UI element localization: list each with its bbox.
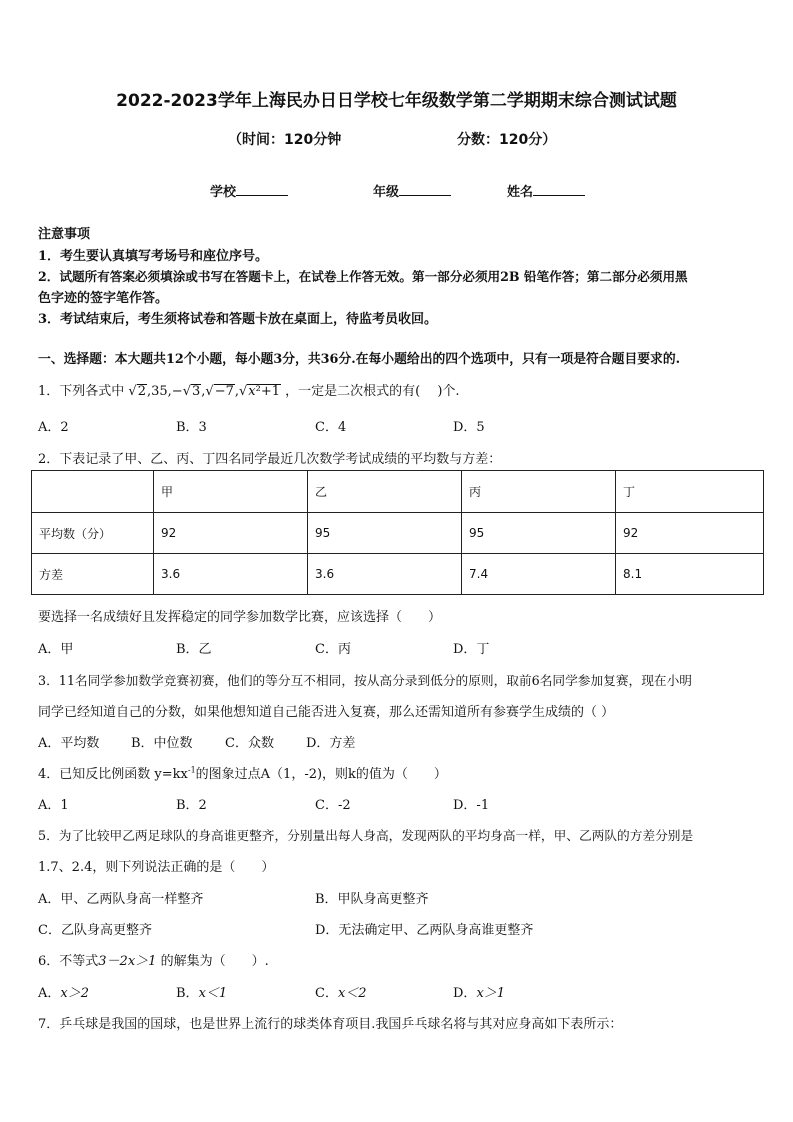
- q2-option-d[interactable]: D．丁: [453, 642, 490, 657]
- q2-option-c[interactable]: C．丙: [315, 642, 351, 657]
- q3-option-b[interactable]: B．中位数: [131, 736, 193, 751]
- q2-option-a[interactable]: A．甲: [38, 642, 74, 657]
- q6-option-c[interactable]: [315, 982, 367, 1001]
- q6-option-b-label: B．: [176, 986, 199, 1001]
- q4-option-c[interactable]: C．-2: [315, 798, 351, 813]
- question-1: [38, 380, 460, 399]
- table-row: [32, 513, 764, 554]
- exam-time: （时间：120分钟: [228, 132, 342, 148]
- table-cell: 95: [462, 513, 616, 554]
- q4-option-b[interactable]: B．2: [176, 798, 207, 813]
- name-blank[interactable]: [533, 183, 585, 196]
- q4-superscript: -1: [187, 765, 196, 775]
- q5-option-a[interactable]: A．甲、乙两队身高一样整齐: [38, 892, 204, 907]
- question-3-cont: 同学已经知道自己的分数，如果他想知道自己能否进入复赛，那么还需知道所有参赛学生成绩的（ ）: [38, 705, 615, 720]
- q6-option-b-expr: x＜1: [198, 986, 228, 1001]
- q6-inequality: 3－2x＞1: [98, 954, 157, 969]
- table-cell: 7.4: [462, 554, 616, 595]
- name-label: 姓名: [507, 185, 534, 200]
- q4-rest: 的图象过点A（1，-2)，则k的值为（ ）: [195, 767, 447, 782]
- score-table: [31, 470, 764, 595]
- q6-option-a[interactable]: [38, 982, 89, 1001]
- grade-label: 年级: [373, 185, 400, 200]
- table-cell: 3.6: [154, 554, 308, 595]
- q2-option-b[interactable]: B．乙: [176, 642, 212, 657]
- table-cell: 92: [154, 513, 308, 554]
- grade-field: [373, 181, 451, 200]
- notice-item-1: 1．考生要认真填写考场号和座位序号。: [38, 249, 269, 264]
- school-label: 学校: [210, 185, 237, 200]
- table-cell: 95: [308, 513, 462, 554]
- q6-option-d-expr: x＞1: [476, 986, 506, 1001]
- q6-option-a-label: A．: [38, 986, 61, 1001]
- q6-option-d-label: D．: [453, 986, 477, 1001]
- q6-rest: 的解集为（ ）.: [156, 954, 269, 969]
- q3-option-d[interactable]: D．方差: [306, 736, 356, 751]
- q1-expression: √2,35,−√3,√−7,√x²+1: [128, 384, 280, 399]
- table-row: [32, 554, 764, 595]
- q3-option-a[interactable]: A．平均数: [38, 736, 100, 751]
- q6-option-c-label: C．: [315, 986, 338, 1001]
- question-3: 3．11名同学参加数学竞赛初赛，他们的等分互不相同，按从高分录到低分的原则，取前6名同学参加复赛，现在小明: [38, 673, 692, 688]
- question-5-cont: 1.7、2.4，则下列说法正确的是（ ）: [38, 860, 275, 875]
- name-field: [507, 181, 585, 200]
- notice-item-3: 3．考试结束后，考生须将试卷和答题卡放在桌面上，待监考员收回。: [38, 312, 438, 327]
- q1-suffix: ，一定是二次根式的有( )个.: [285, 384, 460, 399]
- q6-option-c-expr: x＜2: [337, 986, 367, 1001]
- q6-option-b[interactable]: [176, 982, 227, 1001]
- question-4: [38, 763, 447, 782]
- q2-question: 要选择一名成绩好且发挥稳定的同学参加数学比赛，应该选择（ ）: [38, 610, 442, 625]
- page-title: 2022-2023学年上海民办日日学校七年级数学第二学期期末综合测试试题: [116, 91, 677, 111]
- school-blank[interactable]: [236, 183, 288, 196]
- q6-option-a-expr: x＞2: [60, 986, 89, 1001]
- q6-option-d[interactable]: [453, 982, 505, 1001]
- table-cell: 平均数（分）: [32, 513, 154, 554]
- q4-option-a[interactable]: A．1: [38, 798, 69, 813]
- q1-option-d[interactable]: D．5: [453, 420, 485, 435]
- q5-option-b[interactable]: B．甲队身高更整齐: [315, 892, 429, 907]
- table-cell: 92: [616, 513, 764, 554]
- grade-blank[interactable]: [399, 183, 451, 196]
- notice-heading: 注意事项: [38, 227, 91, 242]
- q1-option-b[interactable]: B．3: [176, 420, 207, 435]
- table-cell: 3.6: [308, 554, 462, 595]
- table-cell: 方差: [32, 554, 154, 595]
- question-7: 7．乒乓球是我国的国球，也是世界上流行的球类体育项目.我国乒乓球名将与其对应身高如下表所示：: [38, 1017, 623, 1032]
- q6-stem: 6．不等式: [38, 954, 99, 969]
- q3-option-c[interactable]: C．众数: [225, 736, 274, 751]
- question-5: 5．为了比较甲乙两足球队的身高谁更整齐，分别量出每人身高，发现两队的平均身高一样，甲、乙两队的方差分别是: [38, 828, 694, 843]
- table-cell: 8.1: [616, 554, 764, 595]
- q5-option-c[interactable]: C．乙队身高更整齐: [38, 923, 152, 938]
- table-header: 乙: [308, 471, 462, 513]
- q4-stem: 4．已知反比例函数 y=kx: [38, 767, 188, 782]
- q4-option-d[interactable]: D．-1: [453, 798, 490, 813]
- table-header: 丁: [616, 471, 764, 513]
- section-heading: 一、选择题：本大题共12个小题，每小题3分，共36分.在每小题给出的四个选项中，只有一项是符合题目要求的.: [38, 352, 681, 367]
- question-6: [38, 950, 269, 969]
- q1-option-a[interactable]: A．2: [38, 420, 69, 435]
- q1-option-c[interactable]: C．4: [315, 420, 347, 435]
- table-corner: [32, 471, 154, 513]
- q1-prefix: 1．下列各式中: [38, 384, 125, 399]
- table-header-row: [32, 471, 764, 513]
- exam-score: 分数：120分）: [457, 132, 557, 148]
- school-field: [210, 181, 288, 200]
- notice-item-2-cont: 色字迹的签字笔作答。: [38, 291, 169, 306]
- table-header: 甲: [154, 471, 308, 513]
- q5-option-d[interactable]: D．无法确定甲、乙两队身高谁更整齐: [315, 923, 534, 938]
- question-2: 2．下表记录了甲、乙、丙、丁四名同学最近几次数学考试成绩的平均数与方差：: [38, 452, 502, 467]
- table-header: 丙: [462, 471, 616, 513]
- notice-item-2: 2．试题所有答案必须填涂或书写在答题卡上，在试卷上作答无效。第一部分必须用2B 铅笔作答；第二部分必须用黑: [38, 269, 688, 284]
